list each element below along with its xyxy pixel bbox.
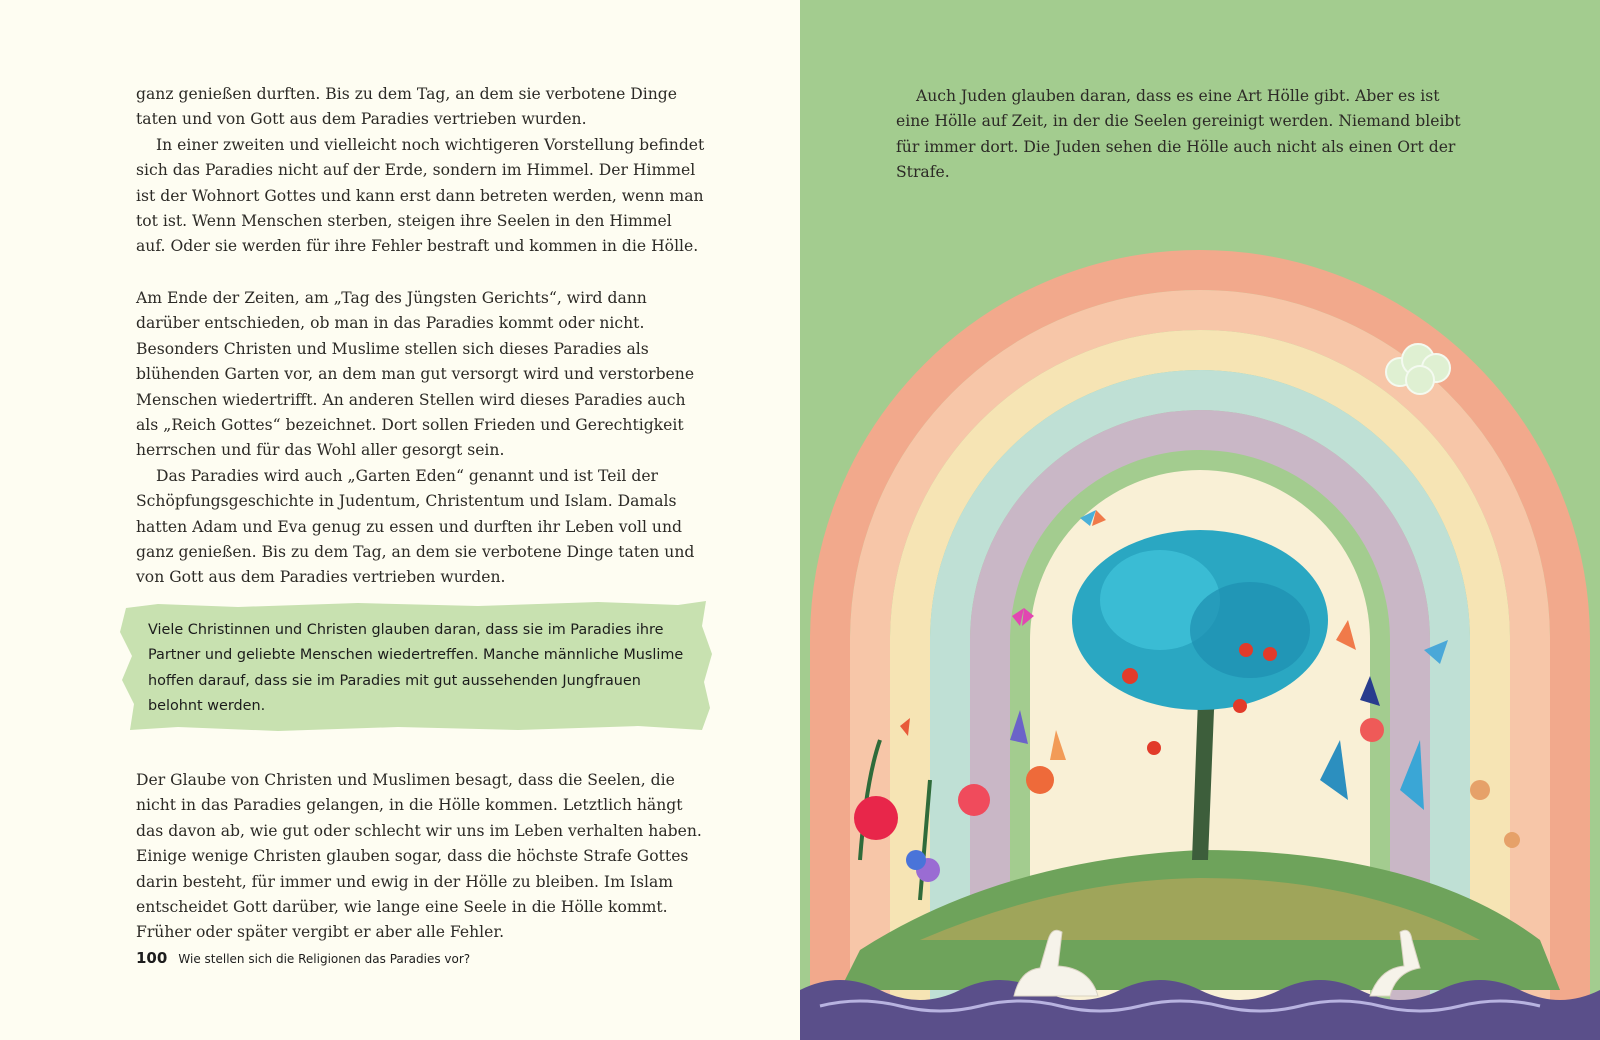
text-block-middle: [136, 286, 706, 591]
paragraph-5: Der Glaube von Christen und Muslimen besagt, dass die Seelen, die nicht in das Paradies gelangen, in die Hölle kommen. Letztlich hängt das davon ab, wie gut oder schlecht wir uns im Leben verhalten haben. Einige wenige Christen glauben sogar, dass die höchste Strafe Gottes darin besteht, für immer und ewig in der Hölle zu bleiben. Im Islam entscheidet Gott darüber, wie lange eine Seele in die Hölle kommt. Früher oder später vergibt er aber alle Fehler.: [136, 771, 702, 942]
paragraph-right: Auch Juden glauben daran, dass es eine Art Hölle gibt. Aber es ist eine Hölle auf Zeit, in der die Seelen gereinigt werden. Niemand bleibt für immer dort. Die Juden sehen die Hölle auch nicht als einen Ort der Strafe.: [896, 87, 1461, 182]
paragraph-2: In einer zweiten und vielleicht noch wichtigeren Vorstellung befindet sich das Paradies nicht auf der Erde, sondern im Himmel. Der Himmel ist der Wohnort Gottes und kann erst dann betreten werden, wenn man tot ist. Wenn Menschen sterben, steigen ihre Seelen in den Himmel auf. Oder sie werden für ihre Fehler bestraft und kommen in die Hölle.: [136, 135, 705, 256]
right-text-block: [896, 84, 1476, 186]
page-footer: [136, 948, 470, 967]
callout-text: Viele Christinnen und Christen glauben daran, dass sie im Paradies ihre Partner und geliebte Menschen wiedertreffen. Manche männliche Muslime hoffen darauf, dass sie im Paradies mit gut aussehenden Jungfrauen belohnt werden.: [148, 622, 684, 715]
text-block-top: [136, 82, 706, 260]
paragraph-4: Das Paradies wird auch „Garten Eden“ genannt und ist Teil der Schöpfungsgeschichte in Judentum, Christentum und Islam. Damals hatten Adam und Eva genug zu essen und durften ihr Leben voll und ganz genießen. Bis zu dem Tag, an dem sie verbotene Dinge taten und von Gott aus dem Paradies vertrieben wurden.: [136, 466, 695, 587]
running-title: Wie stellen sich die Religionen das Paradies vor?: [178, 952, 471, 966]
paragraph-1: ganz genießen durften. Bis zu dem Tag, an dem sie verbotene Dinge taten und von Gott aus dem Paradies vertrieben wurden.: [136, 85, 678, 129]
callout-box: [118, 596, 718, 736]
page-number: 100: [136, 949, 168, 967]
text-block-bottom: [136, 768, 706, 946]
paragraph-3: Am Ende der Zeiten, am „Tag des Jüngsten Gerichts“, wird dann darüber entschieden, ob man in das Paradies kommt oder nicht. Besonders Christen und Muslime stellen sich dieses Paradies als blühenden Garten vor, an dem man gut versorgt wird und verstorbene Menschen wiedertrifft. An anderen Stellen wird dieses Paradies auch als „Reich Gottes“ bezeichnet. Dort sollen Frieden und Gerechtigkeit herrschen und für das Wohl aller gesorgt sein.: [136, 289, 695, 460]
right-page: [800, 0, 1600, 1040]
